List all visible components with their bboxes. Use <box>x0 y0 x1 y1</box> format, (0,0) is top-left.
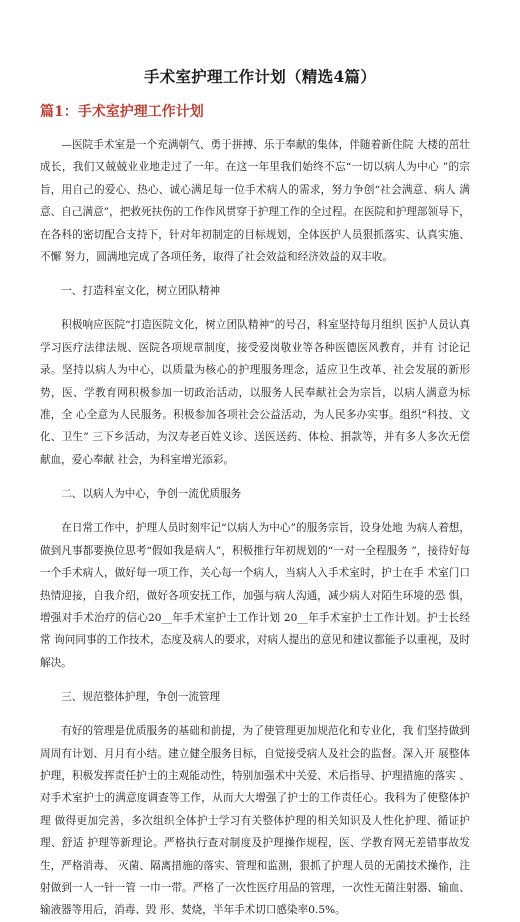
heading-team-culture: 一、打造科室文化，树立团队精神 <box>61 285 221 298</box>
paragraph-patient-centered: 在日常工作中，护理人员时刻牢记“以病人为中心”的服务宗旨，设身处地 为病人着想，做到凡事都要换位思考“假如我是病人”，积极推行年初规划的“一对一全程服务 ”，接待好每一个手术病人，做好每一项工作，关心每一个病人，当病人入手术室时，护士在手 术室门口热情迎接，自我介绍，做好各项安抚工作，加强与病人沟通，减少病人对陌生环境的恐 惧，增强对手术治疗的信心20__年手术室护士工作计划 20__年手术室护士工作计划。护士长经常 询问同事的工作技术，态度及病人的要求，对病人提出的意见和建议都能予以重视，及时解决。 <box>40 522 470 669</box>
document-title: 手术室护理工作计划（精选4篇） <box>143 67 377 86</box>
paragraph-nursing-management: 有好的管理是优质服务的基础和前提，为了使管理更加规范化和专业化，我 们坚持做到周周有计划、月月有小结。建立健全服务目标，自觉接受病人及社会的监督。深入开 展整体护理，积极发挥责任护士的主观能动性，特别加强术中关爱、术后指导、护理措施的落实 、对手术室护士的满意度调查等工作，从而大大增强了护士的工作责任心。我科为了使整体护理 做得更加完善，多次组织全体护士学习有关整体护理的相关知识及人性化护理、循证护理、舒适 护理等新理论。严格执行查对制度及护理操作规程，医、学教育网无差错事故发生，严格消毒、 灭菌、隔离措施的落实、管理和监测，狠抓了护理人员的无菌技术操作，注射做到一人一针一管 一巾一带。严格了一次性医疗用品的管理，一次性无菌注射器、输血、输液器等用后，消毒、毁 形、焚烧，半年手术切口感染率0.5%。 <box>40 725 470 917</box>
paragraph-team-culture: 积极响应医院“打造医院文化，树立团队精神”的号召，科室坚持每月组织 医护人员认真学习医疗法律法规、医院各项规章制度，接受爱岗敬业等各种医德医风教育，并有 讨论记录。坚持以病人为中心，以质量为核心的护理服务理念，适应卫生改革、社会发展的新形 势，医、学教育网积极参加一切政治活动，以服务人民奉献社会为宗旨，以病人满意为标准，全 心全意为人民服务。积极参加各项社会公益活动，为人民多办实事。组织“科技、文化、卫生” 三下乡活动，为汉寿老百姓义诊、送医送药、体检、捐款等，并有多人多次无偿献血，爱心奉献 社会，为科室增光添彩。 <box>40 319 470 466</box>
section-title: 篇1：手术室护理工作计划 <box>40 104 204 120</box>
heading-nursing-management: 三、规范整体护理，争创一流管理 <box>61 691 221 704</box>
paragraph-intro: —医院手术室是一个充满朝气、勇于拼搏、乐于奉献的集体，伴随着新住院 大楼的茁壮成长，我们又兢兢业业地走过了一年。在这一年里我们始终不忘“一切以病人为中心 ”的宗旨，用自己的爱心、热心、诚心满足每一位手术病人的需求，努力争创“社会满意、病人 满意、自己满意”，把救死扶伤的工作作风贯穿于护理工作的全过程。在医院和护理部领导下， 在各科的密切配合支持下，针对年初制定的目标规划，全体医护人员狠抓落实、认真实施、不懈 努力，圆满地完成了各项任务，取得了社会效益和经济效益的双丰收。 <box>40 139 470 264</box>
heading-patient-centered: 二、以病人为中心，争创一流优质服务 <box>61 488 242 501</box>
